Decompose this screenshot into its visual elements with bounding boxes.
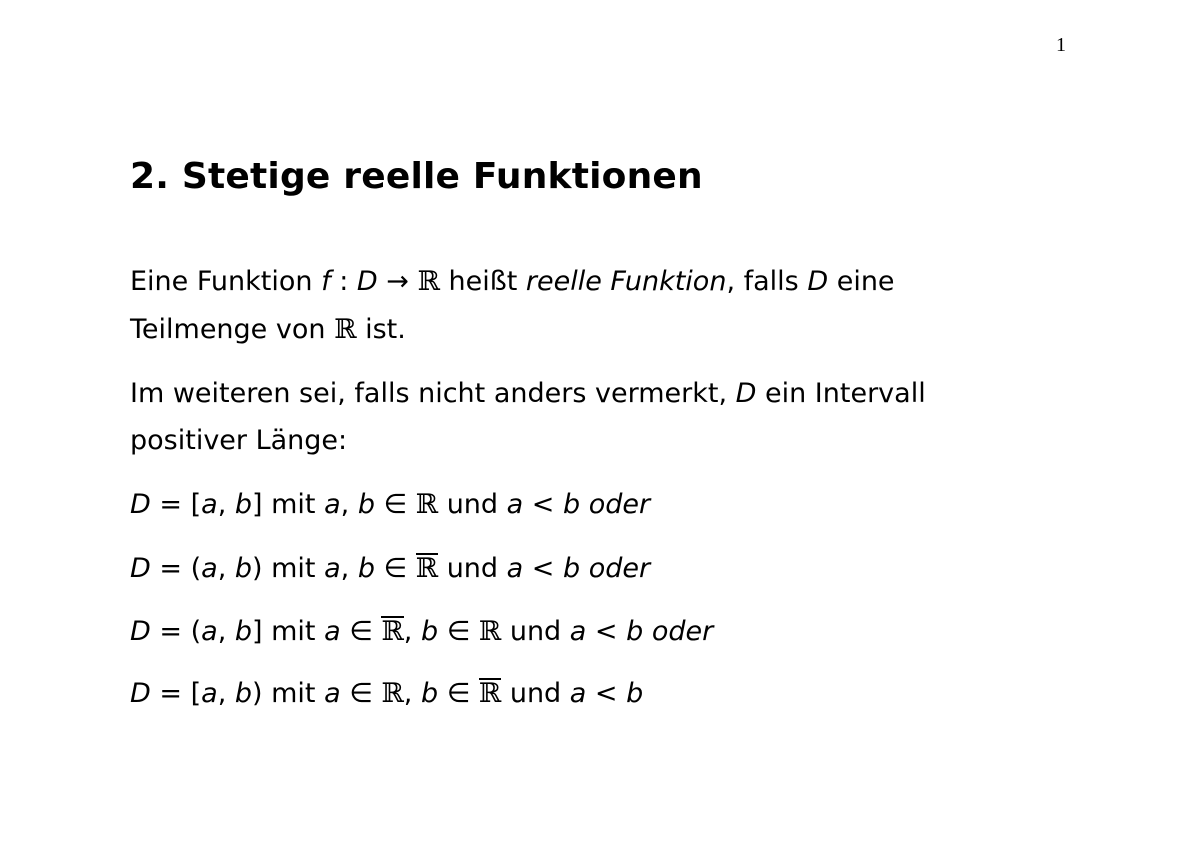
comma: , bbox=[403, 616, 421, 647]
text: heißt bbox=[439, 266, 526, 297]
math-reals: ℝ bbox=[334, 314, 357, 345]
text: mit bbox=[262, 678, 325, 709]
math-D: D bbox=[735, 378, 757, 409]
math-eq: = bbox=[150, 616, 191, 647]
math-a: a bbox=[201, 553, 218, 584]
text: mit bbox=[262, 489, 325, 520]
math-colon: : bbox=[330, 266, 357, 297]
bracket-open: ( bbox=[190, 616, 202, 647]
math-in: ∈ bbox=[438, 678, 479, 709]
math-b: b bbox=[234, 678, 252, 709]
interval-case-closed bbox=[130, 491, 650, 518]
comma: , bbox=[217, 553, 235, 584]
math-f: f bbox=[321, 266, 331, 297]
math-eq: = bbox=[150, 489, 191, 520]
text: , falls bbox=[726, 266, 808, 297]
math-a: a bbox=[324, 553, 341, 584]
math-b: b bbox=[234, 616, 252, 647]
text: ist. bbox=[356, 314, 406, 345]
interval-case-left-open bbox=[130, 616, 713, 645]
text-oder: oder bbox=[580, 553, 651, 584]
math-D: D bbox=[130, 553, 151, 584]
math-reals: ℝ bbox=[478, 616, 502, 647]
math-b: b bbox=[234, 489, 252, 520]
text: mit bbox=[262, 616, 325, 647]
math-a: a bbox=[201, 616, 218, 647]
math-b: b bbox=[626, 616, 644, 647]
text: Eine Funktion bbox=[130, 266, 322, 297]
math-b: b bbox=[562, 489, 581, 520]
math-a: a bbox=[506, 489, 524, 520]
math-extended-reals: ℝ bbox=[415, 553, 439, 584]
math-a: a bbox=[201, 489, 218, 520]
math-b: b bbox=[420, 616, 439, 647]
assumption-line-2 bbox=[130, 427, 347, 454]
math-lt: < bbox=[523, 489, 563, 520]
definition-line-2 bbox=[130, 316, 406, 343]
emphasis-term: reelle Funktion bbox=[525, 266, 727, 297]
comma: , bbox=[340, 553, 358, 584]
math-a: a bbox=[201, 678, 218, 709]
definition-line-1 bbox=[130, 268, 895, 295]
page-number: 1 bbox=[1056, 34, 1066, 56]
math-a: a bbox=[569, 678, 587, 709]
math-in: ∈ bbox=[438, 616, 479, 647]
text: mit bbox=[262, 553, 325, 584]
comma: , bbox=[217, 489, 235, 520]
comma: , bbox=[217, 616, 235, 647]
math-eq: = bbox=[150, 553, 191, 584]
assumption-line-1 bbox=[130, 380, 926, 407]
math-eq: = bbox=[150, 678, 191, 709]
math-a: a bbox=[506, 553, 524, 584]
comma: , bbox=[403, 678, 421, 709]
text-oder: oder bbox=[643, 616, 714, 647]
math-in: ∈ bbox=[374, 553, 416, 584]
math-in: ∈ bbox=[340, 616, 382, 647]
math-in: ∈ bbox=[374, 489, 416, 520]
bracket-close: ) bbox=[252, 678, 263, 709]
math-extended-reals: ℝ bbox=[381, 616, 404, 647]
bracket-close: ] bbox=[252, 616, 263, 647]
math-reals: ℝ bbox=[381, 678, 404, 709]
math-arrow: → bbox=[377, 266, 418, 297]
math-b: b bbox=[626, 678, 644, 709]
math-a: a bbox=[324, 678, 341, 709]
math-a: a bbox=[324, 489, 341, 520]
text: Im weiteren sei, falls nicht anders vermerkt, bbox=[130, 378, 736, 409]
text: positiver Länge: bbox=[130, 425, 348, 456]
math-lt: < bbox=[523, 553, 563, 584]
math-lt: < bbox=[586, 678, 627, 709]
comma: , bbox=[217, 678, 235, 709]
math-b: b bbox=[357, 489, 375, 520]
math-b: b bbox=[562, 553, 581, 584]
slide-title: 2. Stetige reelle Funktionen bbox=[130, 156, 703, 197]
bracket-open: ( bbox=[190, 553, 202, 584]
bracket-open: [ bbox=[190, 489, 202, 520]
math-D: D bbox=[130, 616, 151, 647]
bracket-open: [ bbox=[190, 678, 202, 709]
math-D: D bbox=[130, 678, 151, 709]
math-b: b bbox=[357, 553, 375, 584]
text: ein Intervall bbox=[756, 378, 926, 409]
math-in: ∈ bbox=[340, 678, 382, 709]
math-a: a bbox=[569, 616, 587, 647]
text: und bbox=[438, 553, 507, 584]
interval-case-open bbox=[130, 553, 650, 582]
comma: , bbox=[340, 489, 358, 520]
math-reals: ℝ bbox=[417, 266, 440, 297]
math-extended-reals: ℝ bbox=[478, 678, 502, 709]
text: eine bbox=[828, 266, 895, 297]
bracket-close: ) bbox=[252, 553, 263, 584]
text: und bbox=[438, 489, 507, 520]
math-b: b bbox=[234, 553, 252, 584]
interval-case-right-open bbox=[130, 678, 643, 707]
text: und bbox=[501, 616, 570, 647]
bracket-close: ] bbox=[252, 489, 263, 520]
math-D: D bbox=[130, 489, 151, 520]
math-b: b bbox=[420, 678, 439, 709]
math-a: a bbox=[324, 616, 341, 647]
text: und bbox=[501, 678, 570, 709]
math-D: D bbox=[807, 266, 829, 297]
math-reals: ℝ bbox=[415, 489, 439, 520]
math-lt: < bbox=[586, 616, 627, 647]
math-D: D bbox=[356, 266, 378, 297]
text-oder: oder bbox=[580, 489, 651, 520]
text: Teilmenge von bbox=[130, 314, 335, 345]
